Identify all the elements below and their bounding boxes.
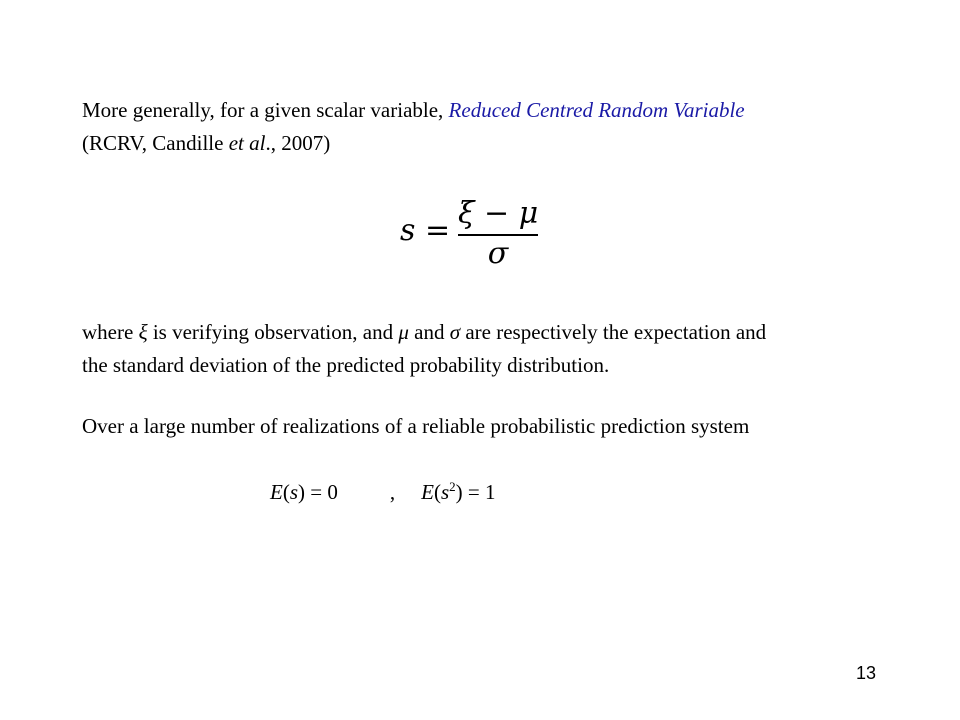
citation-open: (RCRV, Candille	[82, 131, 229, 155]
moment-variable: s	[289, 480, 299, 504]
moment-conditions	[270, 476, 495, 509]
citation-close: ., 2007)	[265, 131, 331, 155]
moment-separator: ,	[389, 480, 396, 504]
equation-numerator: ξ − μ	[458, 196, 539, 231]
sigma-symbol: σ	[449, 320, 461, 344]
explanation-paragraph	[82, 316, 882, 382]
first-moment: E(s) = 0	[270, 476, 338, 509]
second-moment: $E(s^2) = 1$	[421, 476, 495, 509]
citation-et-al: et al	[228, 131, 266, 155]
explanation-line-2: the standard deviation of the predicted probability distribution.	[82, 353, 610, 377]
rcrv-equation	[400, 196, 550, 276]
explanation-text-2: is verifying observation, and	[147, 320, 399, 344]
moment-variable: s	[440, 480, 450, 504]
first-moment-value: ) = 0	[298, 480, 338, 504]
expectation-operator: E	[270, 480, 283, 504]
intro-lead-text: More generally, for a given scalar variable,	[82, 98, 449, 122]
moment-exponent: 2	[449, 479, 456, 494]
equation-equals: =	[424, 213, 451, 248]
equation-lhs	[400, 213, 450, 248]
second-moment-value: ) = 1	[455, 480, 496, 504]
equation-denominator: σ	[487, 236, 509, 271]
explanation-text-1: where	[82, 320, 139, 344]
xi-symbol: ξ	[138, 320, 148, 344]
expectation-operator: E	[421, 480, 434, 504]
explanation-text-3: and	[408, 320, 450, 344]
explanation-text-4: are respectively the expectation and	[460, 320, 767, 344]
mu-symbol: μ	[398, 320, 409, 344]
equation-variable: s	[400, 213, 416, 248]
rcrv-term-link[interactable]: Reduced Centred Random Variable	[448, 98, 745, 122]
statement-paragraph: Over a large number of realizations of a reliable probabilistic prediction system	[82, 414, 750, 438]
intro-paragraph	[82, 94, 882, 160]
page-number: 13	[855, 663, 876, 683]
